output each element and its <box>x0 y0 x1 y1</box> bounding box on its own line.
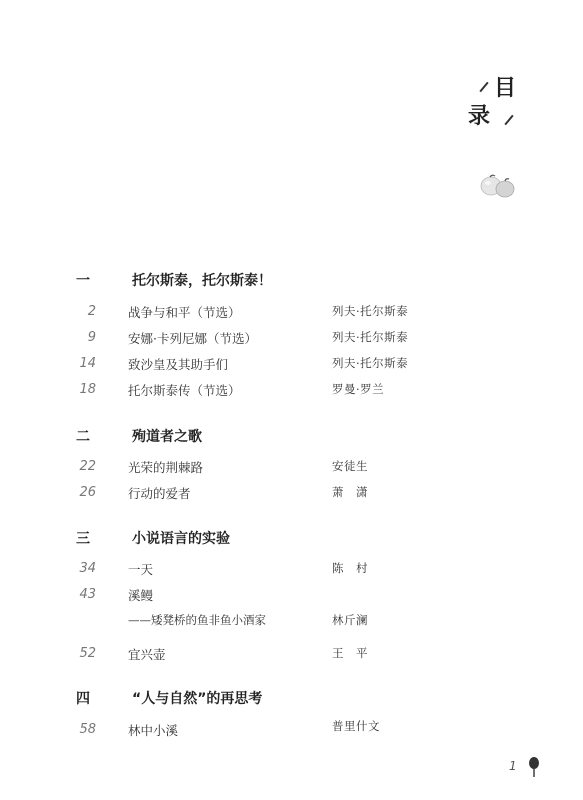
entry-title[interactable]: 行动的爱者 <box>128 486 191 501</box>
section-title: 托尔斯泰，托尔斯泰！ <box>132 273 272 289</box>
entry-page: 22 <box>79 459 96 474</box>
section-number: 四 <box>76 691 90 707</box>
entry-title[interactable]: 致沙皇及其助手们 <box>128 357 229 372</box>
title-char-lu: 录 <box>468 104 491 129</box>
entry-author: 陈 村 <box>332 561 368 575</box>
brush-stroke-bottom <box>504 115 513 125</box>
leaf-ornament-icon <box>526 756 542 778</box>
brush-stroke-top <box>479 82 488 92</box>
entry-page: 14 <box>79 356 96 371</box>
entry-page: 34 <box>79 561 96 576</box>
entry-author: 林斤澜 <box>332 613 368 627</box>
entry-title[interactable]: 宜兴壶 <box>128 647 166 662</box>
entry-title[interactable]: 战争与和平（节选） <box>128 305 241 320</box>
section-number: 二 <box>76 429 90 445</box>
entry-author: 列夫·托尔斯泰 <box>332 356 409 370</box>
entry-author: 安徒生 <box>332 459 368 473</box>
entry-title[interactable]: 光荣的荆棘路 <box>128 460 204 475</box>
entry-title[interactable]: 一天 <box>128 562 154 577</box>
entry-author: 普里什文 <box>332 719 380 733</box>
entry-title[interactable]: 林中小溪 <box>128 723 179 738</box>
entry-page: 52 <box>79 646 96 661</box>
title-char-mu: 目 <box>494 76 517 101</box>
entry-page: 2 <box>87 304 96 319</box>
entry-author: 列夫·托尔斯泰 <box>332 304 409 318</box>
section-title: 殉道者之歌 <box>132 429 202 445</box>
fruit-illustration <box>478 172 518 200</box>
page-number: 1 <box>509 759 517 773</box>
entry-page: 9 <box>87 330 96 345</box>
section-title: 小说语言的实验 <box>132 531 230 547</box>
entry-title[interactable]: 安娜·卡列尼娜（节选） <box>128 331 257 346</box>
entry-subtitle: ——矮凳桥的鱼非鱼小酒家 <box>128 613 266 627</box>
entry-page: 18 <box>79 382 96 397</box>
entry-author: 王 平 <box>332 646 368 660</box>
entry-author: 罗曼·罗兰 <box>332 382 385 396</box>
entry-page: 43 <box>79 587 96 602</box>
entry-author: 列夫·托尔斯泰 <box>332 330 409 344</box>
entry-title[interactable]: 托尔斯泰传（节选） <box>128 383 241 398</box>
entry-title[interactable]: 溪鳗 <box>128 588 154 603</box>
section-title: “人与自然”的再思考 <box>132 691 263 707</box>
entry-author: 萧 潇 <box>332 485 368 499</box>
section-number: 一 <box>76 273 90 289</box>
entry-page: 58 <box>79 722 96 737</box>
entry-page: 26 <box>79 485 96 500</box>
section-number: 三 <box>76 531 90 547</box>
